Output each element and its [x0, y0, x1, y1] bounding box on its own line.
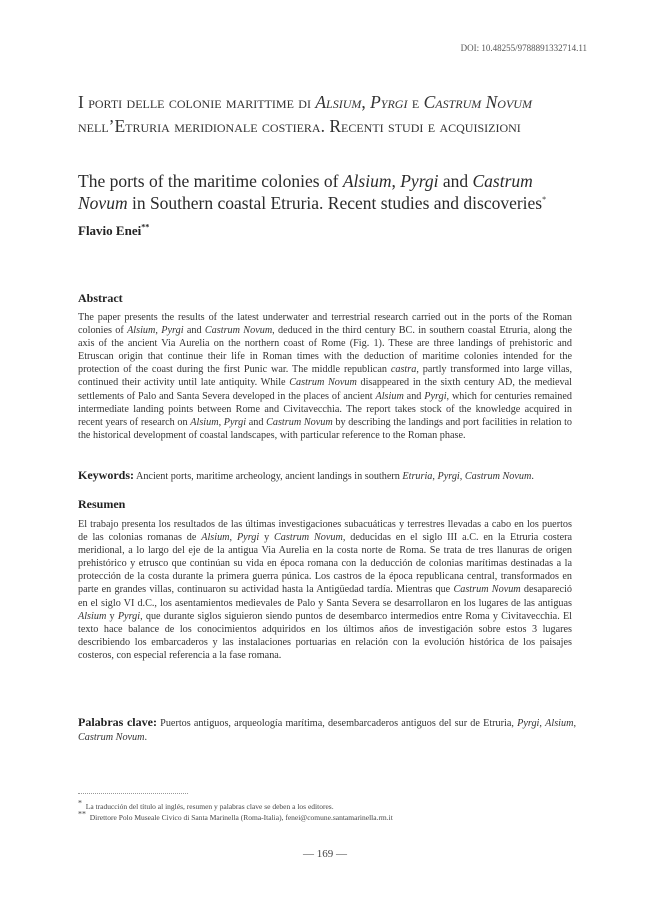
- doi-label[interactable]: DOI: 10.48255/9788891332714.11: [460, 43, 587, 53]
- palabras-clave: Palabras clave: Puertos antiguos, arqueología marítima, desembarcaderos antiguos del sur de Etruria, Pyrgi, Alsium, Castrum Novum.: [78, 715, 576, 743]
- footnote-ref-1[interactable]: *: [542, 195, 547, 205]
- page-number: — 169 —: [303, 848, 347, 860]
- abstract-text: The paper presents the results of the latest underwater and terrestrial research carried out in the ports of the Roman colonies of Alsium, Pyrgi and Castrum Novum, deduced in the third century BC. in southern coastal Etruria, along the axis of the ancient Via Aurelia on the northern coast of Rome (Fig. 1). These are three landings of prehistoric and Etruscan origin that continue their life in Roman times with the deduction of maritime colonies intended for the protection of the coast during the first Punic war. The middle republican castra, partly transformed into large villas, continued their activity until late antiquity. While Castrum Novum disappeared in the sixth century AD, the medieval settlements of Palo and Santa Severa developed in the places of ancient Alsium and Pyrgi, which for centuries remained intermediate landing points between Rome and Civitavecchia. The report takes stock of the knowledge acquired in recent years of research on Alsium, Pyrgi and Castrum Novum by describing the landings and port facilities in relation to the historical development of coastal landscapes, with particular reference to the Roman phase.: [78, 312, 573, 441]
- author-name: Flavio Enei**: [78, 222, 150, 238]
- keywords-label: Keywords:: [78, 468, 134, 482]
- resumen-text: El trabajo presenta los resultados de las últimas investigaciones subacuáticas y terrestres llevadas a cabo en los puertos de las colonias romanas de Alsium, Pyrgi y Castrum Novum, deducidas en el siglo III a.C. en la Etruria costera meridional, a lo largo del eje de la antigua Via Aurelia en la costa norte de Roma. Se trata de tres llanuras de origen prehistórico y etrusco que continúan su vida en época romana con la deducción de colonias marítimas destinadas a la protección de la costa durante la primera guerra púnica. Los castros de la época republicana central, transformados en parte en grandes villas, continuaron su actividad hasta la Antigüedad tardía. Mientras que Castrum Novum desapareció en el siglo VI d.C., los asentamientos medievales de Palo y Santa Severa se desarrollaron en los lugares de las antiguas Alsium y Pyrgi, que durante siglos siguieron siendo puntos de desembarco intermedios entre Roma y Civitavecchia. El texto hace balance de los conocimientos adquiridos en los últimos años de investigación sobre estos 3 lugares describiendo los embarcaderos y las instalaciones portuarias en relación con la evolución histórica de los paisajes costeros, con especial referencia a la fase romana.: [78, 519, 573, 661]
- footnote-divider: [78, 793, 188, 794]
- palabras-clave-label: Palabras clave:: [78, 715, 157, 729]
- english-title: The ports of the maritime colonies of Alsium, Pyrgi and Castrum Novum in Southern coastal Etruria. Recent studies and discoveries*: [78, 171, 547, 213]
- abstract-heading: Abstract: [78, 291, 123, 305]
- keywords: Keywords: Ancient ports, maritime archeology, ancient landings in southern Etruria, Pyrgi, Castrum Novum.: [78, 468, 534, 482]
- footnote-2: ** Direttore Polo Museale Civico di Santa Marinella (Roma-Italia), fenei@comune.santamarinella.rm.it: [78, 809, 393, 822]
- italian-title: I porti delle colonie marittime di Alsium, Pyrgi e Castrum Novum nell’Etruria meridionale costiera. Recenti studi e acquisizioni: [78, 92, 532, 136]
- resumen-heading: Resumen: [78, 497, 126, 511]
- footnote-1: * La traducción del título al inglés, resumen y palabras clave se deben a los editores.: [78, 798, 334, 811]
- footnote-ref-2[interactable]: **: [141, 222, 150, 232]
